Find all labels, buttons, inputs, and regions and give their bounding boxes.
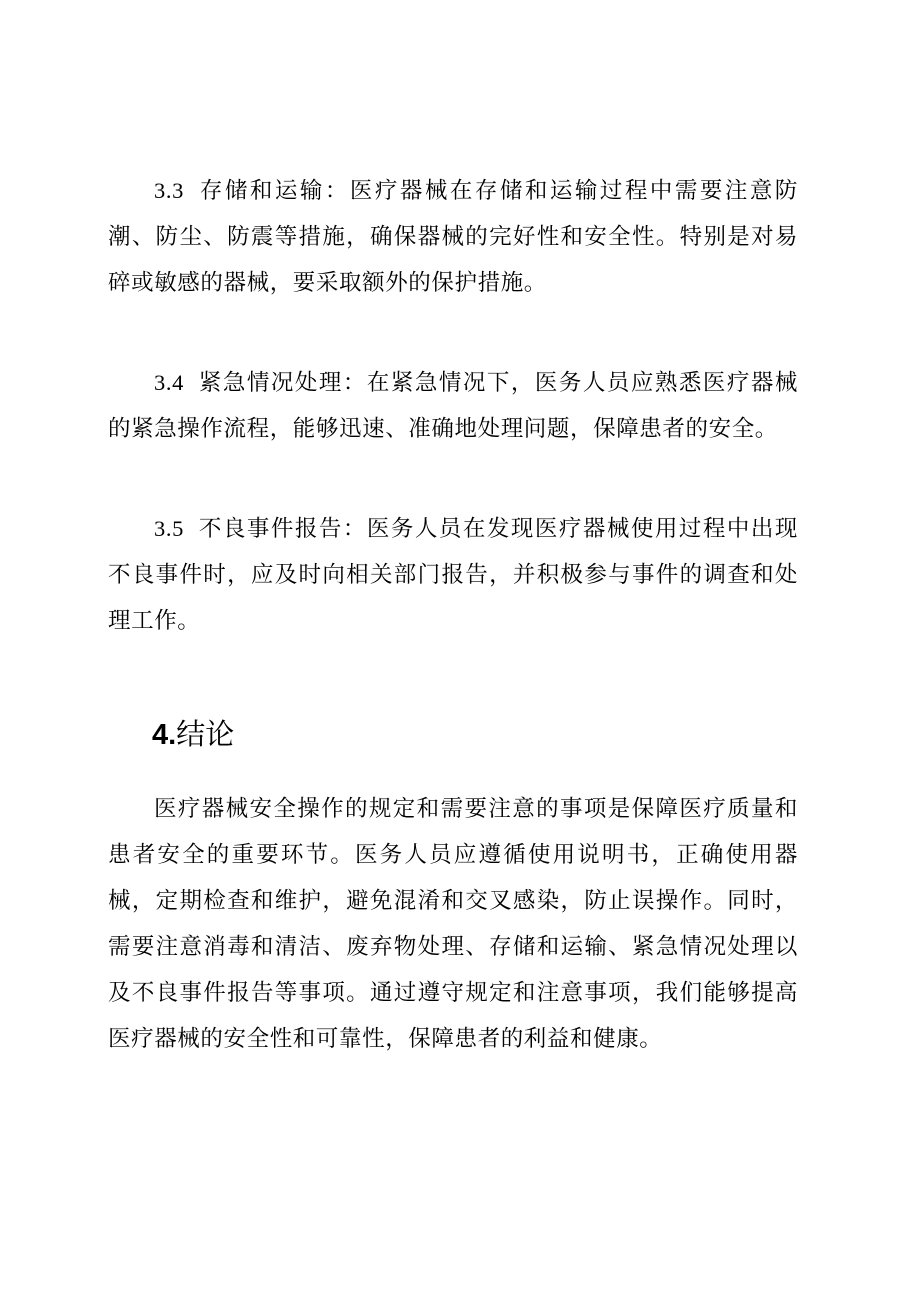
- conclusion-heading-number: 4.: [152, 719, 177, 751]
- section-3-3-paragraph: [108, 168, 798, 306]
- section-3-5-text: 不良事件报告：医务人员在发现医疗器械使用过程中出现不良事件时，应及时向相关部门报告，并积极参与事件的调查和处理工作。: [108, 516, 798, 634]
- section-3-5-number: 3.5: [154, 516, 184, 541]
- section-3-3-number: 3.3: [154, 178, 184, 203]
- conclusion-paragraph: 医疗器械安全操作的规定和需要注意的事项是保障医疗质量和患者安全的重要环节。医务人员应遵循使用说明书，正确使用器械，定期检查和维护，避免混淆和交叉感染，防止误操作。同时，需要注意消毒和清洁、废弃物处理、存储和运输、紧急情况处理以及不良事件报告等事项。通过遵守规定和注意事项，我们能够提高医疗器械的安全性和可靠性，保障患者的利益和健康。: [108, 796, 798, 1052]
- conclusion-heading-title: 结论: [176, 719, 235, 751]
- section-3-5-paragraph: [108, 506, 798, 644]
- section-3-4-text: 紧急情况处理：在紧急情况下，医务人员应熟悉医疗器械的紧急操作流程，能够迅速、准确地处理问题，保障患者的安全。: [108, 370, 798, 442]
- section-3-4-number: 3.4: [154, 370, 184, 395]
- conclusion-heading: [152, 712, 234, 758]
- section-3-3-text: 存储和运输：医疗器械在存储和运输过程中需要注意防潮、防尘、防震等措施，确保器械的完好性和安全性。特别是对易碎或敏感的器械，要采取额外的保护措施。: [108, 178, 798, 296]
- section-3-4-paragraph: [108, 360, 798, 452]
